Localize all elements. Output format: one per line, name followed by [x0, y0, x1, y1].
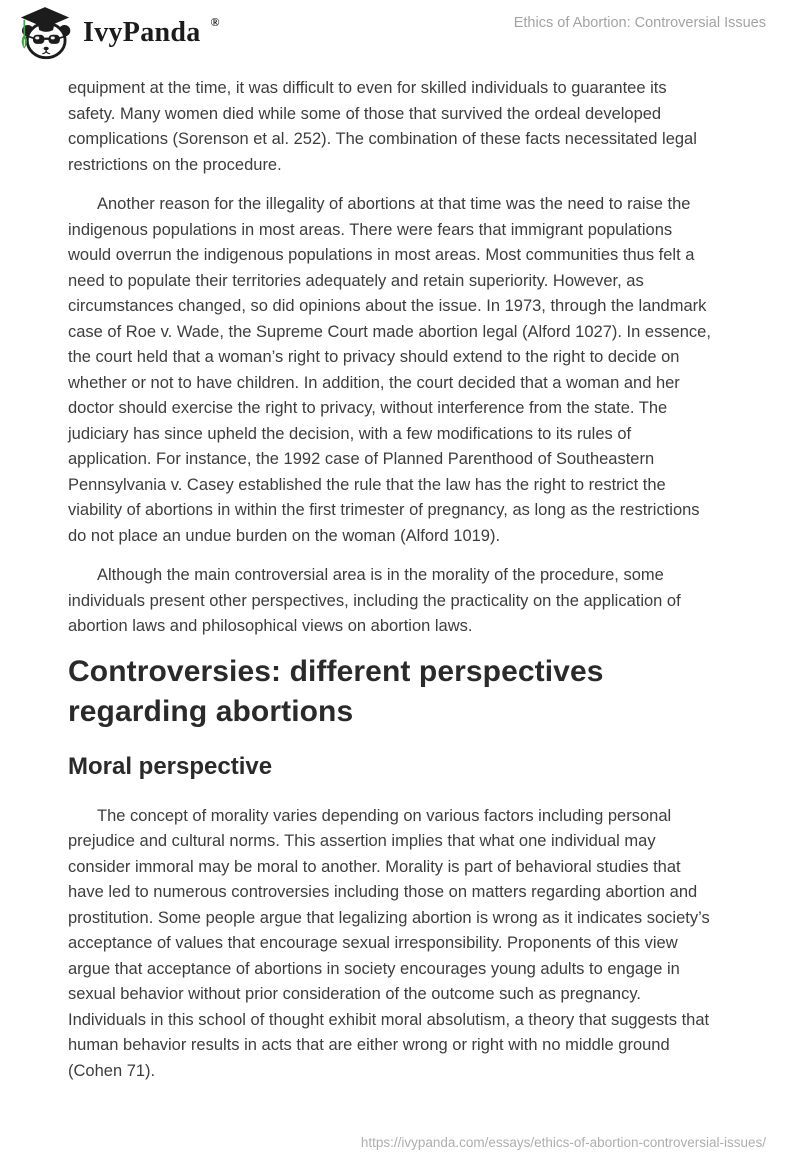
- subsection-heading: Moral perspective: [68, 752, 273, 780]
- paragraph: The concept of morality varies depending on various factors including personal prejudice and cultural norms. This assertion implies that what one individual may consider immoral may be moral to another. Morality is part of behavioral studies that have led to numerous controversies including those on matters regarding abortion and prostitution. Some people argue that legalizing abortion is wrong as it indicates society’s acceptance of values that encourage sexual irresponsibility. Proponents of this view argue that acceptance of abortions in society encourages young adults to engage in sexual behavior without prior consideration of the outcome such as pregnancy. Individuals in this school of thought exhibit moral absolutism, a theory that suggests that human behavior results in acts that are either wrong or right with no middle ground (Cohen 71).: [68, 806, 710, 1080]
- essay-body: [0, 64, 800, 1084]
- document-title: Ethics of Abortion: Controversial Issues: [513, 15, 766, 31]
- registered-trademark-mark: ®: [210, 14, 220, 29]
- panda-graduation-cap-icon: [16, 6, 74, 60]
- page-header: [0, 0, 800, 64]
- paragraph: equipment at the time, it was difficult to even for skilled individuals to guarantee its safety. Many women died while some of those that survived the ordeal developed complications (Sorenson et al. 252). The combination of these facts necessitated legal restrictions on the procedure.: [68, 79, 697, 174]
- source-url[interactable]: https://ivypanda.com/essays/ethics-of-abortion-controversial-issues/: [360, 1135, 766, 1150]
- brand-name: IvyPanda: [83, 17, 201, 48]
- section-heading: Controversies: different perspectives regarding abortions: [68, 654, 604, 728]
- paragraph: Another reason for the illegality of abortions at that time was the need to raise the indigenous populations in most areas. There were fears that immigrant populations would overrun the indigenous populations in most areas. Most communities thus felt a need to populate their territories adequately and retain superiority. However, as circumstances changed, so did opinions about the issue. In 1973, through the landmark case of Roe v. Wade, the Supreme Court made abortion legal (Alford 1027). In essence, the court held that a woman’s right to privacy should extend to the right to decide on whether or not to have children. In addition, the court decided that a woman and her doctor should exercise the right to privacy, without interference from the state. The judiciary has since upheld the decision, with a few modifications to its rules of application. For instance, the 1992 case of Planned Parenthood of Southeastern Pennsylvania v. Casey established the rule that the law has the right to restrict the viability of abortions in within the first trimester of pregnancy, as long as the restrictions do not place an undue burden on the woman (Alford 1019).: [68, 195, 711, 545]
- paragraph: Although the main controversial area is in the morality of the procedure, some individuals present other perspectives, including the practicality on the application of abortion laws and philosophical views on abortion laws.: [68, 566, 681, 635]
- ivypanda-brand[interactable]: [16, 6, 219, 60]
- page-footer: [361, 1134, 766, 1152]
